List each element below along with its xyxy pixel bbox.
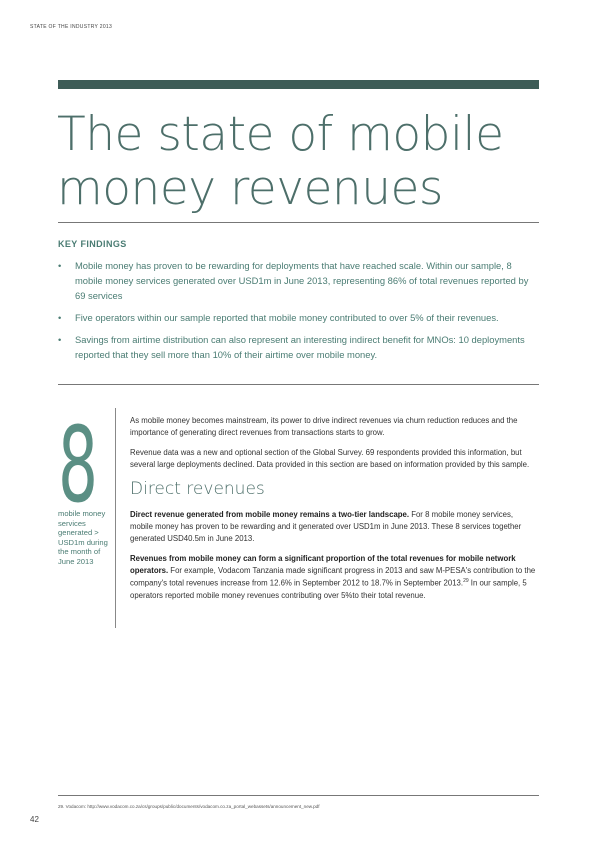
callout-number xyxy=(56,400,100,504)
list-item-text: Mobile money has proven to be rewarding for deployments that have reached scale. Within our sample, 8 mobile money services generated over USD1m in June 2013, representing 86% of total revenues reported by 69 services xyxy=(75,260,529,301)
list-item xyxy=(58,332,538,362)
callout-number-text: 8 xyxy=(58,404,98,504)
footnote-divider xyxy=(58,795,539,796)
page-title-line-1: The state of mobile xyxy=(57,107,504,162)
footnote-marker: 29 xyxy=(463,578,469,585)
callout-note: mobile money services generated > USD1m during the month of June 2013 xyxy=(58,509,108,566)
paragraph-text: For example, Vodacom Tanzania made significant progress in 2013 and saw M-PESA's contribution to the company's total revenues increase from 12.6% in September 2012 to 18.7% in September 2013. xyxy=(130,565,536,588)
page-title xyxy=(57,108,537,216)
key-findings-heading: KEY FINDINGS xyxy=(58,239,127,249)
running-head: STATE OF THE INDUSTRY 2013 xyxy=(30,24,113,30)
list-item xyxy=(58,258,538,303)
lead-sentence: Revenues from mobile money can form a significant proportion of the total revenues for mobile network operators. xyxy=(130,554,516,575)
list-item-text: Five operators within our sample reported that mobile money contributed to over 5% of their revenues. xyxy=(75,312,499,323)
paragraph-text: In our sample, 5 operators reported mobile money revenues contributing over 5%to their total revenue. xyxy=(130,578,527,600)
title-divider xyxy=(58,222,539,223)
bullet-icon: • xyxy=(58,334,62,345)
bullet-icon: • xyxy=(58,312,62,323)
page-number: 42 xyxy=(30,815,39,824)
body-paragraph: Revenue data was a new and optional section of the Global Survey. 69 respondents provided this information, but several large deployments declined. Data provided in this section are based on information provided by this sample. xyxy=(130,448,530,469)
paragraph-text: For 8 mobile money services, mobile money has proven to be rewarding and it generated over USD1m in June 2013. These 8 services together generated USD40.5m in June 2013. xyxy=(130,510,522,543)
list-item-text: Savings from airtime distribution can also represent an interesting indirect benefit for MNOs: 10 deployments reported that they sell more than 10% of their airtime over mobile money. xyxy=(75,334,525,360)
list-item xyxy=(58,310,538,325)
lead-sentence: Direct revenue generated from mobile money remains a two-tier landscape. xyxy=(130,510,410,520)
callout-separator xyxy=(115,408,116,628)
findings-divider xyxy=(58,384,539,385)
body-paragraph xyxy=(130,553,536,601)
bullet-icon: • xyxy=(58,260,62,271)
key-findings-list xyxy=(58,258,538,369)
title-accent-bar xyxy=(58,80,539,89)
footnote: 29. Vodacom: http://www.vodacom.co.za/cs/groups/public/documents/vodacom.co.za_portal_webassets/announcement_new.pdf xyxy=(58,804,320,809)
body-text xyxy=(130,415,536,610)
body-paragraph: As mobile money becomes mainstream, its power to drive indirect revenues via churn reduction reduces and the importance of generating direct revenues from transactions starts to grow. xyxy=(130,416,518,437)
page-title-line-2: money revenues xyxy=(57,161,443,216)
section-subheading: Direct revenues xyxy=(130,479,265,500)
body-paragraph xyxy=(130,509,536,544)
